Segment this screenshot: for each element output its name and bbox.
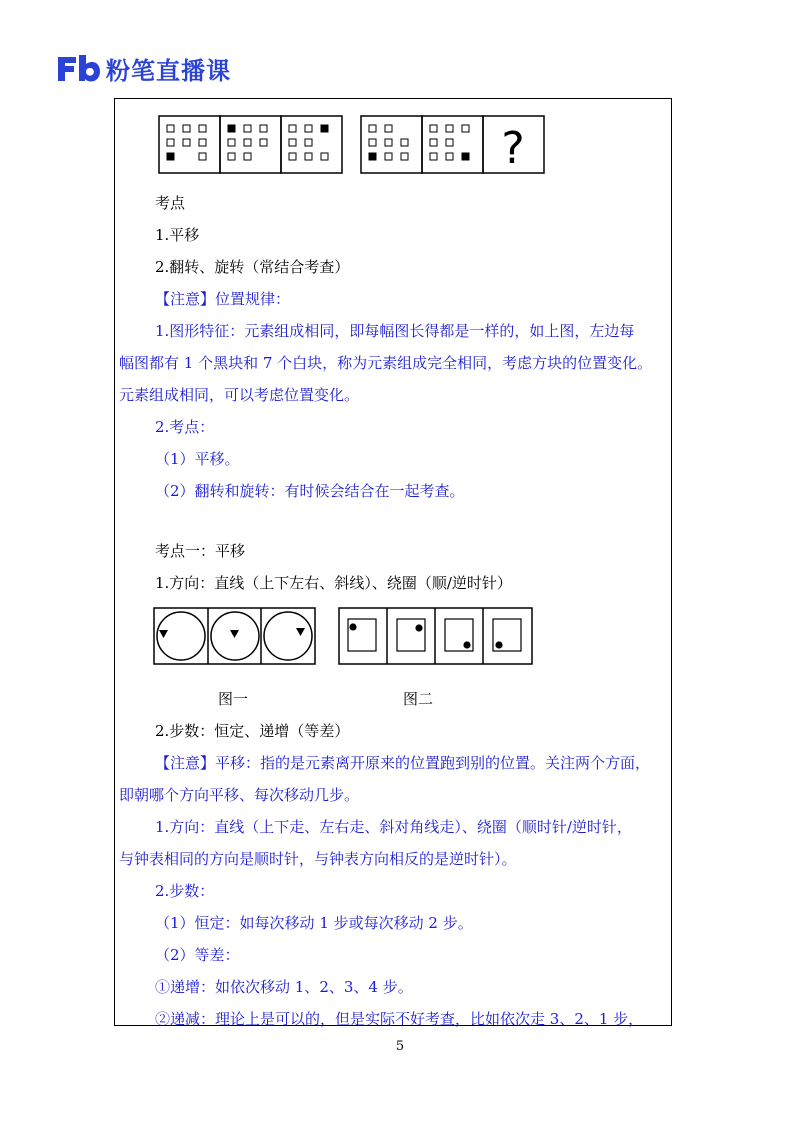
note-translation-1: 【注意】平移：指的是元素离开原来的位置跑到别的位置。关注两个方面， — [155, 754, 651, 772]
white-square — [385, 125, 392, 132]
fb-logo-icon — [56, 53, 102, 83]
white-square — [305, 139, 312, 146]
white-square — [401, 139, 408, 146]
figure-one — [153, 607, 317, 667]
black-square — [167, 153, 174, 160]
heading-kaodian: 考点 — [155, 194, 186, 212]
black-square — [462, 153, 469, 160]
white-square — [260, 139, 267, 146]
steps-text: 2.步数：恒定、递增（等差） — [155, 722, 350, 740]
puzzle-strip — [158, 115, 618, 175]
note-steps: 2.步数： — [155, 882, 215, 900]
white-square — [401, 153, 408, 160]
white-square — [446, 139, 453, 146]
black-square — [369, 153, 376, 160]
white-square — [244, 125, 251, 132]
white-square — [199, 139, 206, 146]
white-square — [430, 153, 437, 160]
white-square — [369, 125, 376, 132]
note-translation-2: 即朝哪个方向平移、每次移动几步。 — [119, 786, 360, 804]
white-square — [183, 139, 190, 146]
note-feature-1: 1.图形特征：元素组成相同，即每幅图长得都是一样的，如上图，左边每 — [155, 322, 635, 340]
white-square — [430, 125, 437, 132]
point-translation: 1.平移 — [155, 226, 200, 244]
white-square — [369, 139, 376, 146]
white-square — [289, 139, 296, 146]
brand-header — [56, 50, 231, 86]
note-steps-increase: ①递增：如依次移动 1、2、3、4 步。 — [155, 978, 413, 996]
direction-text: 1.方向：直线（上下左右、斜线）、绕圈（顺/逆时针） — [155, 574, 512, 592]
black-square — [321, 125, 328, 132]
note-direction-1: 1.方向：直线（上下走、左右走、斜对角线走）、绕圈（顺时针/逆时针， — [155, 818, 632, 836]
white-square — [228, 153, 235, 160]
content-frame — [114, 98, 672, 1026]
white-square — [199, 153, 206, 160]
note-feature-3: 元素组成相同，可以考虑位置变化。 — [119, 386, 360, 404]
white-square — [260, 125, 267, 132]
section-heading-translation: 考点一：平移 — [155, 542, 246, 560]
white-square — [305, 125, 312, 132]
brand-name: 粉笔直播课 — [106, 56, 231, 85]
note-steps-constant: （1）恒定：如每次移动 1 步或每次移动 2 步。 — [155, 914, 473, 932]
page-number: 5 — [395, 1039, 405, 1054]
white-square — [430, 139, 437, 146]
white-square — [289, 125, 296, 132]
note-steps-decrease: ②递减：理论上是可以的，但是实际不好考查，比如依次走 3、2、1 步， — [155, 1010, 644, 1028]
note-position-rule: 【注意】位置规律： — [155, 290, 291, 308]
white-square — [199, 125, 206, 132]
black-square — [228, 125, 235, 132]
white-square — [305, 153, 312, 160]
white-square — [385, 153, 392, 160]
white-square — [321, 153, 328, 160]
white-square — [244, 153, 251, 160]
white-square — [244, 139, 251, 146]
figure-two-caption: 图二 — [403, 690, 434, 708]
question-mark: ? — [501, 123, 525, 174]
white-square — [167, 125, 174, 132]
note-kaodian: 2.考点： — [155, 418, 215, 436]
note-kaodian-2: （2）翻转和旋转：有时候会结合在一起考查。 — [155, 482, 465, 500]
white-square — [385, 139, 392, 146]
point-flip-rotate: 2.翻转、旋转（常结合考查） — [155, 258, 350, 276]
white-square — [289, 153, 296, 160]
note-kaodian-1: （1）平移。 — [155, 450, 240, 468]
white-square — [462, 125, 469, 132]
white-square — [228, 139, 235, 146]
figure-one-caption: 图一 — [218, 690, 249, 708]
note-steps-arith: （2）等差： — [155, 946, 240, 964]
white-square — [167, 139, 174, 146]
white-square — [183, 125, 190, 132]
white-square — [446, 153, 453, 160]
note-direction-2: 与钟表相同的方向是顺时针，与钟表方向相反的是逆时针）。 — [119, 850, 517, 868]
white-square — [446, 125, 453, 132]
note-feature-2: 幅图都有 1 个黑块和 7 个白块，称为元素组成完全相同，考虑方块的位置变化。 — [119, 354, 653, 372]
figure-two — [338, 607, 534, 667]
